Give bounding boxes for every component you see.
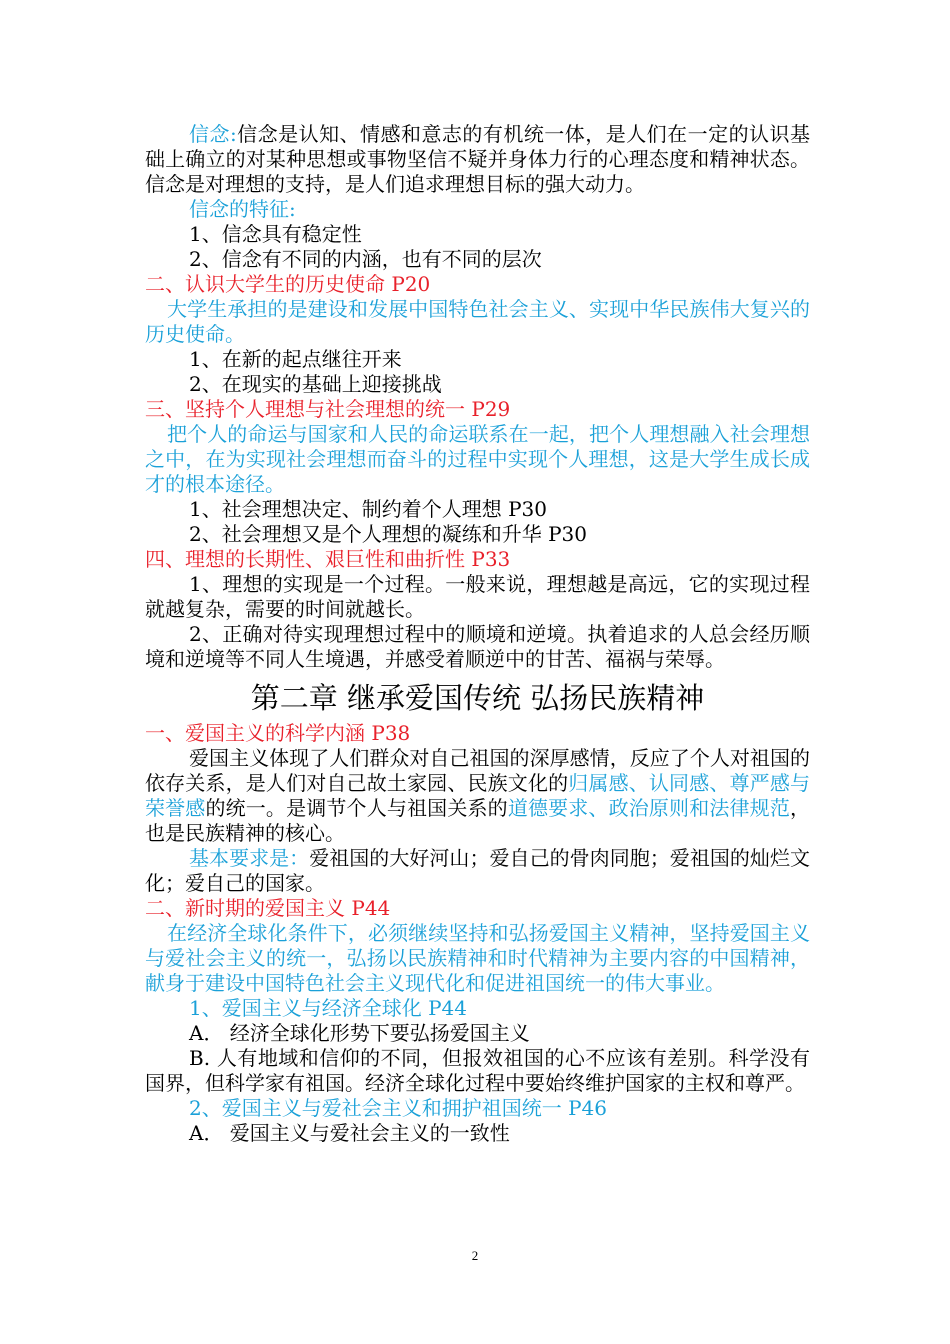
paragraph <box>145 397 810 422</box>
paragraph <box>145 347 810 372</box>
paragraph <box>145 846 810 896</box>
paragraph <box>145 497 810 522</box>
highlighted-text: 2、爱国主义与爱社会主义和拥护祖国统一 P46 <box>189 1096 607 1120</box>
paragraph <box>145 896 810 921</box>
section-ideals <box>145 122 810 672</box>
body-text: 1、理想的实现是一个过程。一般来说，理想越是高远，它的实现过程就越复杂，需要的时间就越长。 <box>145 572 810 621</box>
paragraph <box>145 522 810 547</box>
body-text: B. 人有地域和信仰的不同，但报效祖国的心不应该有差别。科学没有国界，但科学家有祖国。经济全球化过程中要始终维护国家的主权和尊严。 <box>145 1046 810 1095</box>
section-heading: 一、爱国主义的科学内涵 P38 <box>145 721 411 745</box>
paragraph <box>145 1096 810 1121</box>
paragraph <box>145 622 810 672</box>
paragraph <box>145 197 810 222</box>
highlighted-text: 1、爱国主义与经济全球化 P44 <box>189 996 467 1020</box>
paragraph <box>145 572 810 622</box>
section-heading: 四、理想的长期性、艰巨性和曲折性 P33 <box>145 547 511 571</box>
paragraph <box>145 721 810 746</box>
chapter-title: 第二章 继承爱国传统 弘扬民族精神 <box>250 681 705 715</box>
paragraph <box>145 1021 810 1046</box>
highlighted-text: 大学生承担的是建设和发展中国特色社会主义、实现中华民族伟大复兴的历史使命。 <box>145 297 810 346</box>
body-text: 爱祖国的大好河山；爱自己的骨肉同胞；爱祖国的灿烂文化；爱自己的国家。 <box>145 846 811 895</box>
section-heading: 二、认识大学生的历史使命 P20 <box>145 272 431 296</box>
body-text: 2、正确对待实现理想过程中的顺境和逆境。执着追求的人总会经历顺境和逆境等不同人生境遇，并感受着顺逆中的甘苦、福祸与荣辱。 <box>145 622 810 671</box>
highlighted-text: 基本要求是： <box>189 846 310 870</box>
paragraph <box>145 222 810 247</box>
body-text: 2、社会理想又是个人理想的凝练和升华 P30 <box>189 522 587 546</box>
document-page <box>145 122 810 1146</box>
highlighted-text: 道德要求、政治原则和法律规范 <box>507 796 790 820</box>
paragraph <box>145 921 810 996</box>
body-text: 2、信念有不同的内涵，也有不同的层次 <box>189 247 542 271</box>
paragraph <box>145 746 810 846</box>
highlighted-text: 信念的特征: <box>189 197 296 221</box>
body-text: 1、社会理想决定、制约着个人理想 P30 <box>189 497 547 521</box>
paragraph <box>145 1046 810 1096</box>
body-text: 爱国主义体现了人们群众对自己祖国的深厚感情，反应了个人对祖国的依存关系，是人们对自己故土家园、民族文化的 <box>145 746 810 795</box>
paragraph <box>145 422 810 497</box>
highlighted-text: 把个人的命运与国家和人民的命运联系在一起，把个人理想融入社会理想之中，在为实现社会理想而奋斗的过程中实现个人理想，这是大学生成长成才的根本途径。 <box>145 422 810 496</box>
paragraph <box>145 122 810 197</box>
highlighted-text: 归属感、认同感、尊严感与荣誉感 <box>145 771 810 820</box>
paragraph <box>145 547 810 572</box>
page-number: 2 <box>471 1248 479 1263</box>
body-text: 信念是认知、情感和意志的有机统一体，是人们在一定的认识基础上确立的对某种思想或事物坚信不疑并身体力行的心理态度和精神状态。信念是对理想的支持，是人们追求理想目标的强大动力。 <box>145 122 811 196</box>
body-text: A． 经济全球化形势下要弘扬爱国主义 <box>189 1021 530 1045</box>
paragraph <box>145 372 810 397</box>
highlighted-text: 在经济全球化条件下，必须继续坚持和弘扬爱国主义精神，坚持爱国主义与爱社会主义的统一，弘扬以民族精神和时代精神为主要内容的中国精神，献身于建设中国特色社会主义现代化和促进祖国统一的伟大事业。 <box>145 921 810 995</box>
section-patriotism <box>145 721 810 1146</box>
highlighted-text: 信念: <box>189 122 237 146</box>
paragraph <box>145 1121 810 1146</box>
body-text: 1、信念具有稳定性 <box>189 222 362 246</box>
body-text: ，也是民族精神的核心。 <box>145 796 810 845</box>
section-heading: 二、新时期的爱国主义 P44 <box>145 896 391 920</box>
body-text: 1、在新的起点继往开来 <box>189 347 402 371</box>
paragraph <box>145 272 810 297</box>
body-text: 2、在现实的基础上迎接挑战 <box>189 372 442 396</box>
body-text: 的统一。是调节个人与祖国关系的 <box>205 796 508 820</box>
section-heading: 三、坚持个人理想与社会理想的统一 P29 <box>145 397 511 421</box>
paragraph <box>145 996 810 1021</box>
body-text: A． 爱国主义与爱社会主义的一致性 <box>189 1121 510 1145</box>
paragraph <box>145 247 810 272</box>
paragraph <box>145 297 810 347</box>
